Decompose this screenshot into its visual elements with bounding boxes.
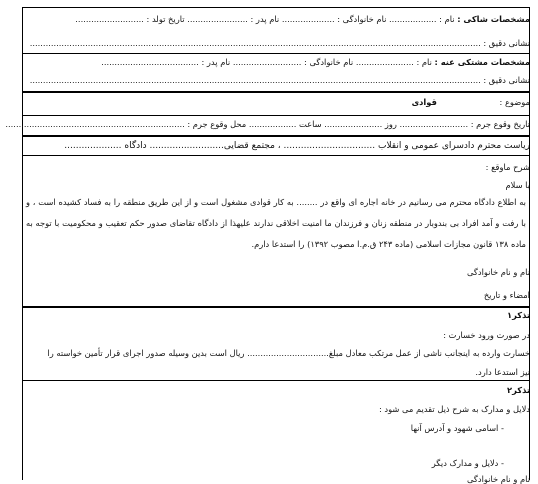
statement-paragraph: به اطلاع دادگاه محترم می رسانیم در خانه اجاره ای واقع در ........ به کار قوادی مشغول است و از این طریق منطقه را به فساد کشیده است ، و با رفت و آمد افراد بی بندوبار در منطقه زنان و فرزندان ما امنیت اخلاقی ندارند علیهذا از دادگاه تقاضای صدور حکم تعقیب و محکومیت با توجه به ماده ۱۳۸ قانون مجازات اسلامی (ماده ۲۴۳ ق.م.ا مصوب ۱۳۹۲) را استدعا دارم.	[26, 197, 526, 249]
divider	[22, 155, 530, 156]
note1-line1: در صورت ورود خسارت :	[443, 330, 530, 340]
note2-intro: دلایل و مدارک به شرح ذیل تقدیم می شود :	[378, 404, 530, 414]
note2-item-evidence: - دلایل و مدارک دیگر	[431, 458, 504, 468]
statement-heading: شرح ماوقع :	[485, 162, 530, 172]
complainant-row	[22, 14, 530, 24]
complainant-title: مشخصات شاکی :	[457, 14, 530, 24]
complainant-birth: تاریخ تولد : ..........................	[75, 14, 185, 24]
accused-address: نشانی دقیق : ...........................................................................................................................................................................	[29, 75, 530, 85]
subject-value: قوادی	[411, 97, 437, 107]
complainant-address: نشانی دقیق : ...........................................................................................................................................................................	[29, 38, 530, 48]
crime-date-row	[5, 119, 530, 129]
crime-date: تاریخ وقوع جرم : ..........................	[399, 119, 530, 129]
accused-row	[22, 57, 530, 67]
divider-thick	[22, 306, 530, 308]
crime-place: محل وقوع جرم : ....................................................................	[5, 119, 247, 129]
statement-greeting: با سلام	[505, 180, 530, 190]
divider-thick	[22, 91, 530, 93]
signature-date: امضاء و تاریخ	[483, 290, 530, 300]
signer-name: نام و نام خانوادگی	[467, 267, 530, 277]
divider	[22, 53, 530, 54]
complainant-name: نام : ..................	[389, 14, 455, 24]
note1-title: تذکر۱	[507, 310, 530, 320]
note2-item-witnesses: - اسامی شهود و آدرس آنها	[410, 423, 504, 433]
complainant-father: نام پدر : .......................	[187, 14, 280, 24]
complainant-family: نام خانوادگی : ....................	[281, 14, 387, 24]
divider	[22, 115, 530, 116]
accused-title: مشخصات مشتکی عنه :	[434, 57, 530, 67]
divider	[22, 380, 530, 381]
crime-hour: ساعت ..................	[248, 119, 322, 129]
subject-row	[22, 97, 530, 107]
accused-family: نام خانوادگی : ..........................	[232, 57, 354, 67]
accused-name: نام : ......................	[355, 57, 432, 67]
addressee: ریاست محترم دادسرای عمومی و انقلاب ................................ ، مجتمع قضایی.......................... دادگاه ....................	[64, 141, 530, 151]
note1-line2: خسارت وارده به اینجانب ناشی از عمل مرتکب معادل مبلغ............................... ریال است بدین وسیله صدور اجرای قرار تأمین خواسته را	[47, 348, 530, 358]
subject-label: موضوع :	[499, 97, 530, 107]
accused-father: نام پدر : .....................................	[101, 57, 231, 67]
crime-day: روز ......................	[324, 119, 397, 129]
note2-title: تذکر۲	[507, 385, 530, 395]
note2-footer: نام و نام خانوادگی	[467, 474, 530, 484]
divider-thick	[22, 135, 530, 137]
note1-line3: نیز استدعا دارد.	[475, 367, 530, 377]
